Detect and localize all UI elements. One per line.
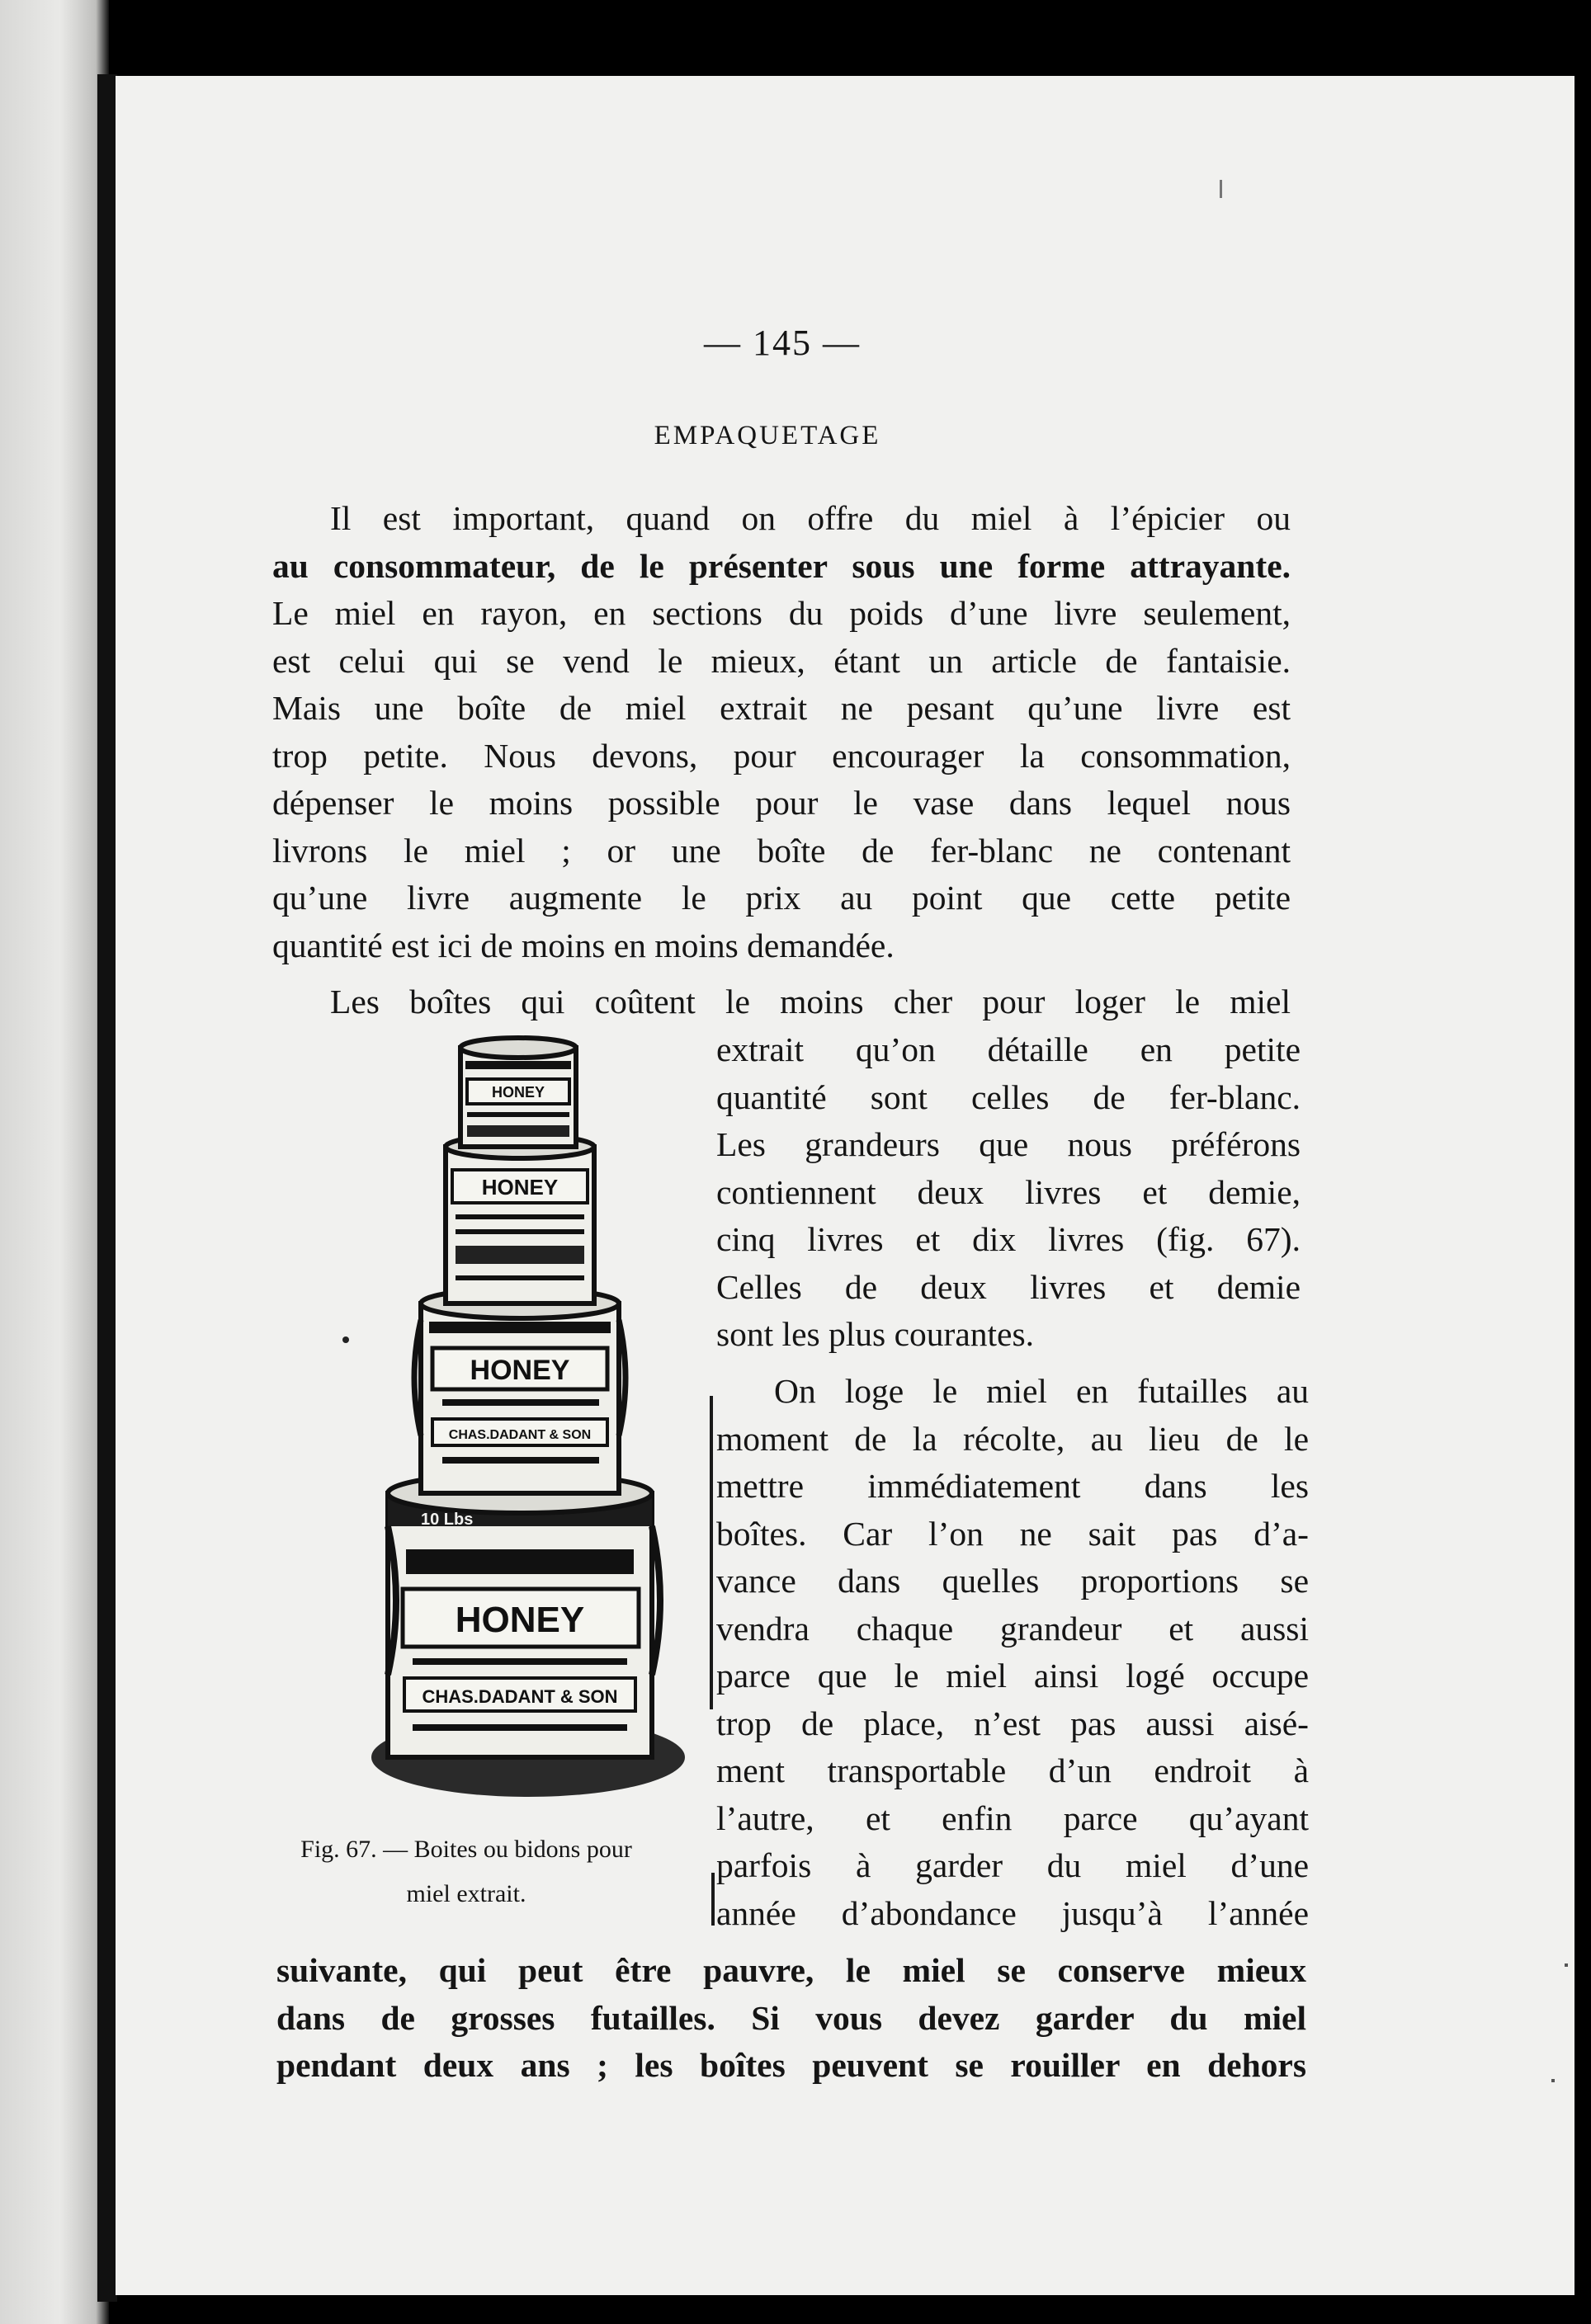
small-tin (446, 1135, 594, 1303)
text-line: mettre immédiatement dans les (716, 1467, 1309, 1505)
text-line: cinq livres et dix livres (fig. 67). (716, 1220, 1301, 1258)
text-line: qu’une livre augmente le prix au point que cette petite (272, 879, 1291, 917)
scan-speck (1565, 1963, 1568, 1967)
paragraph-barrels (716, 1368, 1309, 1937)
honey-tins-illustration (363, 1031, 693, 1856)
text-line: Celles de deux livres et demie (716, 1267, 1301, 1306)
svg-text:HONEY: HONEY (491, 1084, 545, 1101)
margin-bracket (711, 1873, 715, 1926)
text-line: quantité est ici de moins en moins demandée. (272, 926, 895, 964)
large-tin (388, 1473, 660, 1757)
book-spine-shadow (0, 0, 109, 2324)
caption-line: Fig. 67. — Boites ou bidons pour (300, 1836, 632, 1863)
stray-ink-dot (342, 1336, 349, 1343)
text-line: quantité sont celles de fer-blanc. (716, 1077, 1301, 1116)
text-line: ment transportable d’un endroit à (716, 1751, 1309, 1789)
figure-caption (272, 1827, 660, 1916)
smallest-tin (460, 1038, 576, 1147)
tin-label-honey: HONEY (455, 1600, 585, 1640)
text-line: Les grandeurs que nous préférons (716, 1125, 1301, 1163)
text-line: trop de place, n’est pas aussi aisé- (716, 1704, 1309, 1742)
text-line: contiennent deux livres et demie, (716, 1172, 1301, 1211)
medium-tin (414, 1289, 626, 1493)
text-line: dépenser le moins possible pour le vase dans lequel nous (272, 784, 1291, 822)
svg-text:HONEY: HONEY (481, 1175, 559, 1200)
tin-label-weight: 10 Lbs (421, 1511, 474, 1529)
text-line: moment de la récolte, au lieu de le (716, 1419, 1309, 1458)
text-line: parce que le miel ainsi logé occupe (716, 1657, 1309, 1695)
text-line: Le miel en rayon, en sections du poids d’une livre seulement, (272, 594, 1291, 632)
text-line: au consommateur, de le présenter sous une forme attrayante. (272, 546, 1291, 585)
svg-text:HONEY: HONEY (470, 1355, 570, 1386)
scan-speck (1551, 2079, 1555, 2082)
scan-speck (1220, 180, 1222, 198)
text-line: est celui qui se vend le mieux, étant un article de fantaisie. (272, 641, 1291, 680)
tin-label-maker: CHAS.DADANT & SON (422, 1686, 618, 1707)
text-line: année d’abondance jusqu’à l’année (716, 1893, 1309, 1932)
page-number: — 145 — (704, 323, 861, 363)
text-line: On loge le miel en futailles au (774, 1372, 1309, 1410)
text-line: Les boîtes qui coûtent le moins cher pour loger le miel (330, 983, 1291, 1021)
text-line: livrons le miel ; or une boîte de fer-blanc ne contenant (272, 831, 1291, 870)
paragraph-barrels-continued (276, 1947, 1306, 2090)
text-line: pendant deux ans ; les boîtes peuvent se rouiller en dehors (276, 2046, 1306, 2084)
page-gutter-edge (97, 74, 117, 2302)
paragraph-intro (272, 495, 1291, 969)
paragraph-boxes (716, 1026, 1301, 1359)
text-line: dans de grosses futailles. Si vous devez garder du miel (276, 1998, 1306, 2037)
text-line: vendra chaque grandeur et aussi (716, 1609, 1309, 1648)
text-line: boîtes. Car l’on ne sait pas d’a- (716, 1514, 1309, 1553)
text-line: trop petite. Nous devons, pour encourager la consommation, (272, 736, 1291, 775)
text-line: l’autre, et enfin parce qu’ayant (716, 1798, 1309, 1837)
text-line: parfois à garder du miel d’une (716, 1846, 1309, 1884)
margin-bracket (710, 1396, 713, 1709)
text-line: Mais une boîte de miel extrait ne pesant qu’une livre est (272, 689, 1291, 727)
svg-text:CHAS.DADANT & SON: CHAS.DADANT & SON (448, 1428, 592, 1442)
text-line: sont les plus courantes. (716, 1315, 1034, 1353)
paragraph-boxes-lead (272, 978, 1291, 1026)
text-line: extrait qu’on détaille en petite (716, 1030, 1301, 1068)
caption-line: miel extrait. (406, 1880, 526, 1907)
section-heading: EMPAQUETAGE (654, 421, 881, 450)
text-line: vance dans quelles proportions se (716, 1562, 1309, 1600)
text-line: Il est important, quand on offre du miel à l’épicier ou (330, 499, 1291, 537)
text-line: suivante, qui peut être pauvre, le miel se conserve mieux (276, 1951, 1306, 1989)
